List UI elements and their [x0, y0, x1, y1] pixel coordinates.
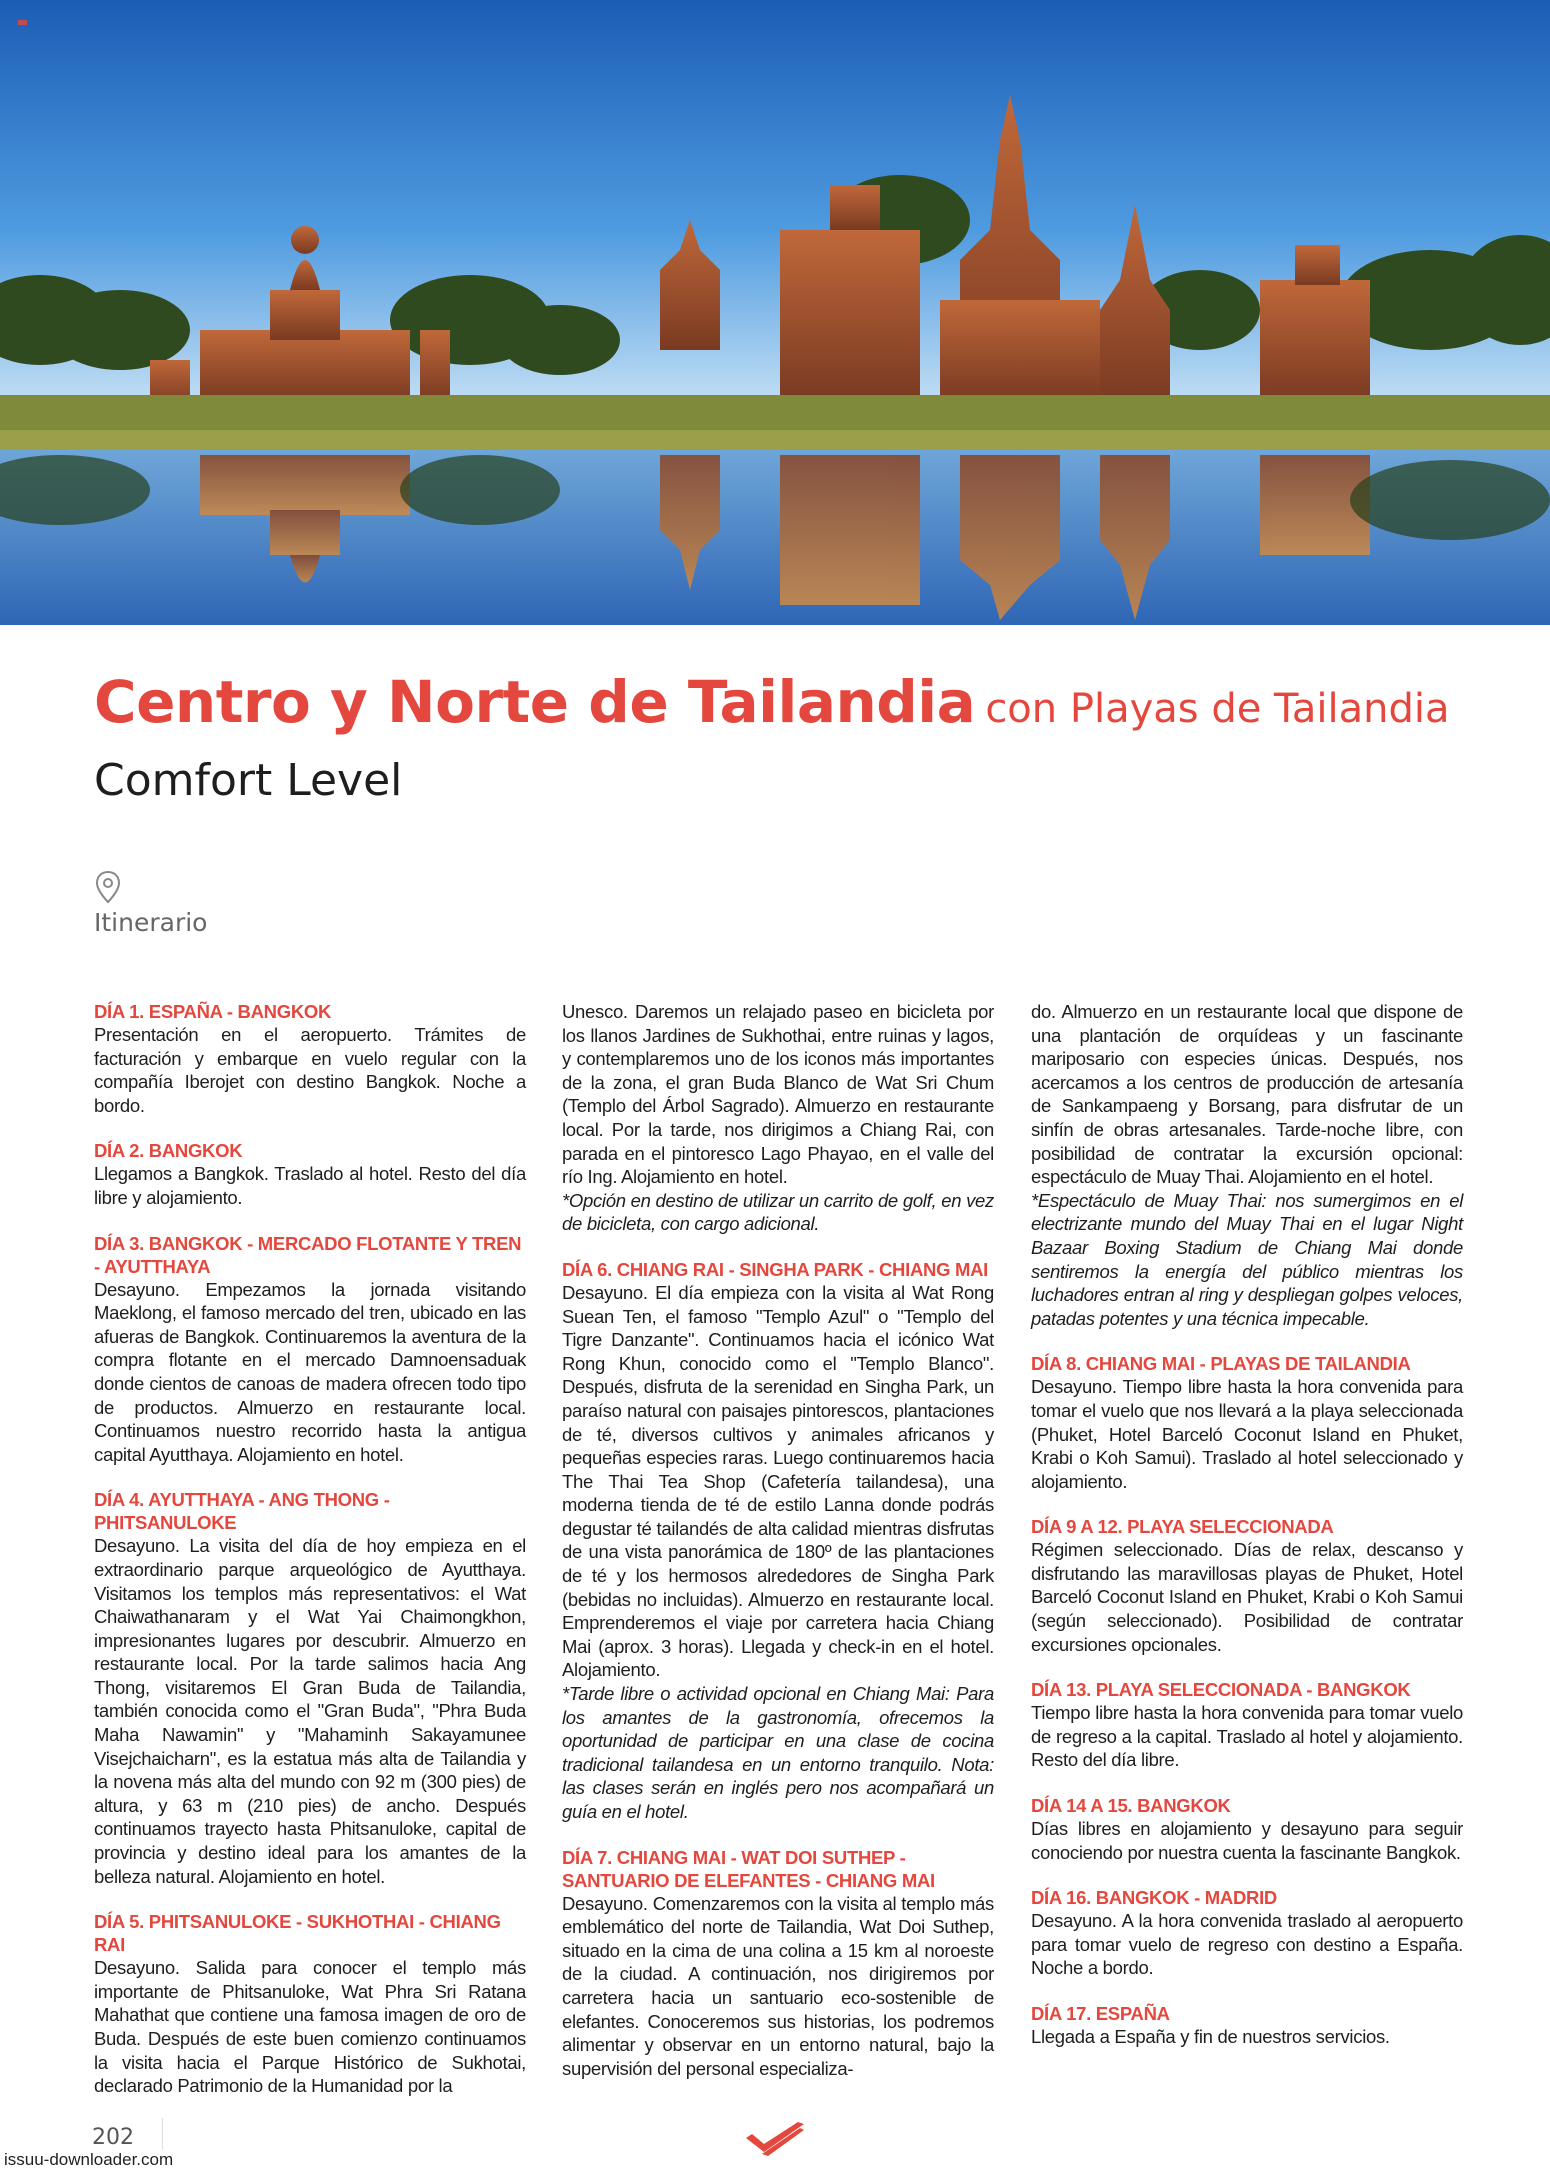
day-title: DÍA 6. CHIANG RAI - SINGHA PARK - CHIANG MAI: [562, 1258, 989, 1280]
day-description: Tiempo libre hasta la hora convenida para tomar vuelo de regreso a la capital. Traslado al hotel y alojamiento. Resto del día libre.: [1031, 1702, 1463, 1771]
day-title: DÍA 9 A 12. PLAYA SELECCIONADA: [1031, 1516, 1334, 1538]
day-title: DÍA 8. CHIANG MAI - PLAYAS DE TAILANDIA: [1031, 1353, 1411, 1375]
day-description: Desayuno. Tiempo libre hasta la hora convenida para tomar el vuelo que nos llevará a la playa seleccionada (Phuket, Hotel Barceló Coconut Island en Phuket, Krabi o Koh Samui). Traslado al hotel seleccionado y alojamiento.: [1031, 1376, 1463, 1492]
itinerary-day: [1031, 1678, 1463, 1772]
day-description: Llegada a España y fin de nuestros servicios.: [1031, 2026, 1390, 2047]
day-title: DÍA 2. BANGKOK: [94, 1140, 243, 1162]
itinerary-day: [562, 1000, 994, 1236]
day-title: DÍA 1. ESPAÑA - BANGKOK: [94, 1001, 332, 1022]
day-title: DÍA 13. PLAYA SELECCIONADA - BANGKOK: [1031, 1679, 1411, 1701]
day-title: DÍA 14 A 15. BANGKOK: [1031, 1795, 1231, 1817]
day-title: DÍA 17. ESPAÑA: [1031, 2003, 1170, 2024]
itinerary-day: [1031, 2002, 1463, 2049]
day-description: Días libres en alojamiento y desayuno para seguir conociendo por nuestra cuenta la fascinante Bangkok.: [1031, 1818, 1463, 1863]
day-title: DÍA 7. CHIANG MAI - WAT DOI SUTHEP - SANTUARIO DE ELEFANTES - CHIANG MAI: [562, 1846, 935, 1891]
itinerary-day: [1031, 1515, 1463, 1656]
itinerary-day: [94, 1488, 526, 1888]
itinerary-day: [1031, 1794, 1463, 1864]
day-description: Desayuno. El día empieza con la visita al Wat Rong Suean Ten, el famoso "Templo Azul" o "Templo del Tigre Danzante". Continuamos hacia el icónico Wat Rong Khun, conocido como el "Templo Blanco". Después, disfruta de la serenidad en Singha Park, un paraíso natural con paisajes pintorescos, plantaciones de té, diversos cultivos y animales africanos y pequeñas especies raras. Luego continuaremos hacia The Thai Tea Shop (Cafetería tailandesa), una moderna tienda de té de estilo Lanna donde podrás degustar té tailandés de alta calidad mientras disfrutas de una vista panorámica de 180º de las plantaciones de té y los hermosos alrededores de Singha Park (bebidas no incluidas). Almuerzo en restaurante local. Emprenderemos el viaje por carretera hacia Chiang Mai (aprox. 3 horas). Llegada y check-in en el hotel. Alojamiento.: [562, 1281, 994, 1681]
day-description: Régimen seleccionado. Días de relax, descanso y disfrutando las maravillosas playas de Phuket, Hotel Barceló Coconut Island en Phuket, Krabi o Koh Samui (según seleccionado). Posibilidad de contratar excursiones opcionales.: [1031, 1539, 1463, 1655]
day-title: DÍA 3. BANGKOK - MERCADO FLOTANTE Y TREN - AYUTTHAYA: [94, 1232, 522, 1277]
itinerary-day: [94, 1000, 526, 1117]
location-pin-icon: [94, 870, 122, 904]
temple-landscape-illustration: [0, 0, 1550, 625]
title-main: Centro y Norte de Tailandia: [94, 668, 976, 736]
page-title: [94, 668, 1449, 736]
watermark: issuu-downloader.com: [0, 2150, 177, 2170]
itinerary-day: [562, 1846, 994, 2081]
itinerary-day: [1031, 1886, 1463, 1980]
day-description: Desayuno. La visita del día de hoy empieza en el extraordinario parque arqueológico de Ayutthaya. Visitamos los templos más representativos: el Wat Chaiwathanaram y el Wat Yai Chaimongkhon, impresionantes lugares por descubrir. Almuerzo en restaurante local. Por la tarde salimos hacia Ang Thong, visitaremos El Gran Buda de Tailandia, también conocida como el "Gran Buda", "Phra Buda Maha Nawamin" y "Mahaminh Sakayamunee Visejchaicharn", es la estatua más alta de Tailandia y la novena más alta del mundo con 92 m (300 pies) de altura, y 63 m (210 pies) de ancho. Después continuamos trayecto hasta Phitsanuloke, capital de provincia y destino ideal para los amantes de la belleza natural. Alojamiento en hotel.: [94, 1535, 526, 1887]
day-title: DÍA 16. BANGKOK - MADRID: [1031, 1887, 1277, 1909]
day-description: Desayuno. Empezamos la jornada visitando Maeklong, el famoso mercado del tren, ubicado en las afueras de Bangkok. Continuaremos la aventura de la compra flotante en el mercado Damnoensaduak donde cientos de canoas de madera ofrecen todo tipo de productos. Almuerzo en restaurante local. Continuamos nuestro recorrido hasta la antigua capital Ayutthaya. Alojamiento en hotel.: [94, 1278, 526, 1465]
day-description: do. Almuerzo en un restaurante local que dispone de una plantación de orquídeas y un fascinante mariposario con especies únicas. Después, nos acercamos a los centros de producción de artesanía de Sankampaeng y Borsang, para disfrutar de un sinfín de obras artesanales. Tarde-noche libre, con posibilidad de contratar la excursión opcional: espectáculo de Muay Thai. Alojamiento en el hotel.: [1031, 1001, 1463, 1188]
day-title: DÍA 5. PHITSANULOKE - SUKHOTHAI - CHIANG RAI: [94, 1911, 501, 1956]
day-description: Desayuno. Comenzaremos con la visita al templo más emblemático del norte de Tailandia, Wat Doi Suthep, situado en la cima de una colina a 15 km al noroeste de la ciudad. A continuación, nos dirigiremos por carretera hacia un santuario eco-sostenible de elefantes. Conoceremos sus historias, los podremos alimentar y observar en un entorno natural, bajo la supervisión del personal especializa-: [562, 1892, 994, 2079]
itinerary-day: [562, 1258, 994, 1824]
day-note: *Tarde libre o actividad opcional en Chiang Mai: Para los amantes de la gastronomía, ofrecemos la oportunidad de participar en una clase de cocina tradicional tailandesa en un entorno tranquilo. Nota: las clases serán en inglés pero nos acompañará un guía en el hotel.: [562, 1683, 994, 1822]
itinerary-column-2: [562, 1000, 994, 2102]
subtitle: Comfort Level: [94, 755, 403, 806]
itinerary-day: [94, 1139, 526, 1209]
itinerary-day: [94, 1910, 526, 2098]
itinerary-day: [1031, 1000, 1463, 1330]
itinerary-day: [94, 1232, 526, 1467]
checkmark-logo-icon: [742, 2120, 808, 2158]
itinerary-day: [1031, 1352, 1463, 1493]
day-note: *Espectáculo de Muay Thai: nos sumergimos en el electrizante mundo del Muay Thai en el lugar Night Bazaar Boxing Stadium de Chiang Mai donde sentiremos la energía del público mientras los luchadores entran al ring y despliegan golpes veloces, patadas potentes y una técnica impecable.: [1031, 1189, 1463, 1329]
hero-image: [0, 0, 1550, 625]
day-description: Llegamos a Bangkok. Traslado al hotel. Resto del día libre y alojamiento.: [94, 1163, 526, 1208]
itinerary-label: Itinerario: [94, 908, 208, 937]
day-note: *Opción en destino de utilizar un carrito de golf, en vez de bicicleta, con cargo adicional.: [562, 1189, 994, 1235]
itinerary-column-3: [1031, 1000, 1463, 2071]
day-title: DÍA 4. AYUTTHAYA - ANG THONG - PHITSANULOKE: [94, 1489, 390, 1534]
day-description: Unesco. Daremos un relajado paseo en bicicleta por los llanos Jardines de Sukhothai, entre ruinas y lagos, y contemplaremos uno de los iconos más importantes de la zona, el gran Buda Blanco de Wat Sri Chum (Templo del Árbol Sagrado). Almuerzo en restaurante local. Por la tarde, nos dirigimos a Chiang Rai, con parada en el pintoresco Lago Phayao, en el valle del río Ing. Alojamiento en hotel.: [562, 1001, 994, 1188]
day-description: Desayuno. A la hora convenida traslado al aeropuerto para tomar vuelo de regreso con destino a España. Noche a bordo.: [1031, 1910, 1463, 1979]
day-description: Presentación en el aeropuerto. Trámites de facturación y embarque en vuelo regular con la compañía Iberojet con destino Bangkok. Noche a bordo.: [94, 1024, 526, 1116]
itinerary-column-1: [94, 1000, 526, 2120]
corner-mark: [18, 20, 27, 25]
day-description: Desayuno. Salida para conocer el templo más importante de Phitsanuloke, Wat Phra Sri Ratana Mahathat que contiene una famosa imagen de oro de Buda. Después de este buen comienzo continuamos la visita hacia el Parque Histórico de Sukhotai, declarado Patrimonio de la Humanidad por la: [94, 1957, 526, 2097]
title-sub: con Playas de Tailandia: [985, 686, 1450, 732]
page-number: 202: [92, 2125, 134, 2150]
